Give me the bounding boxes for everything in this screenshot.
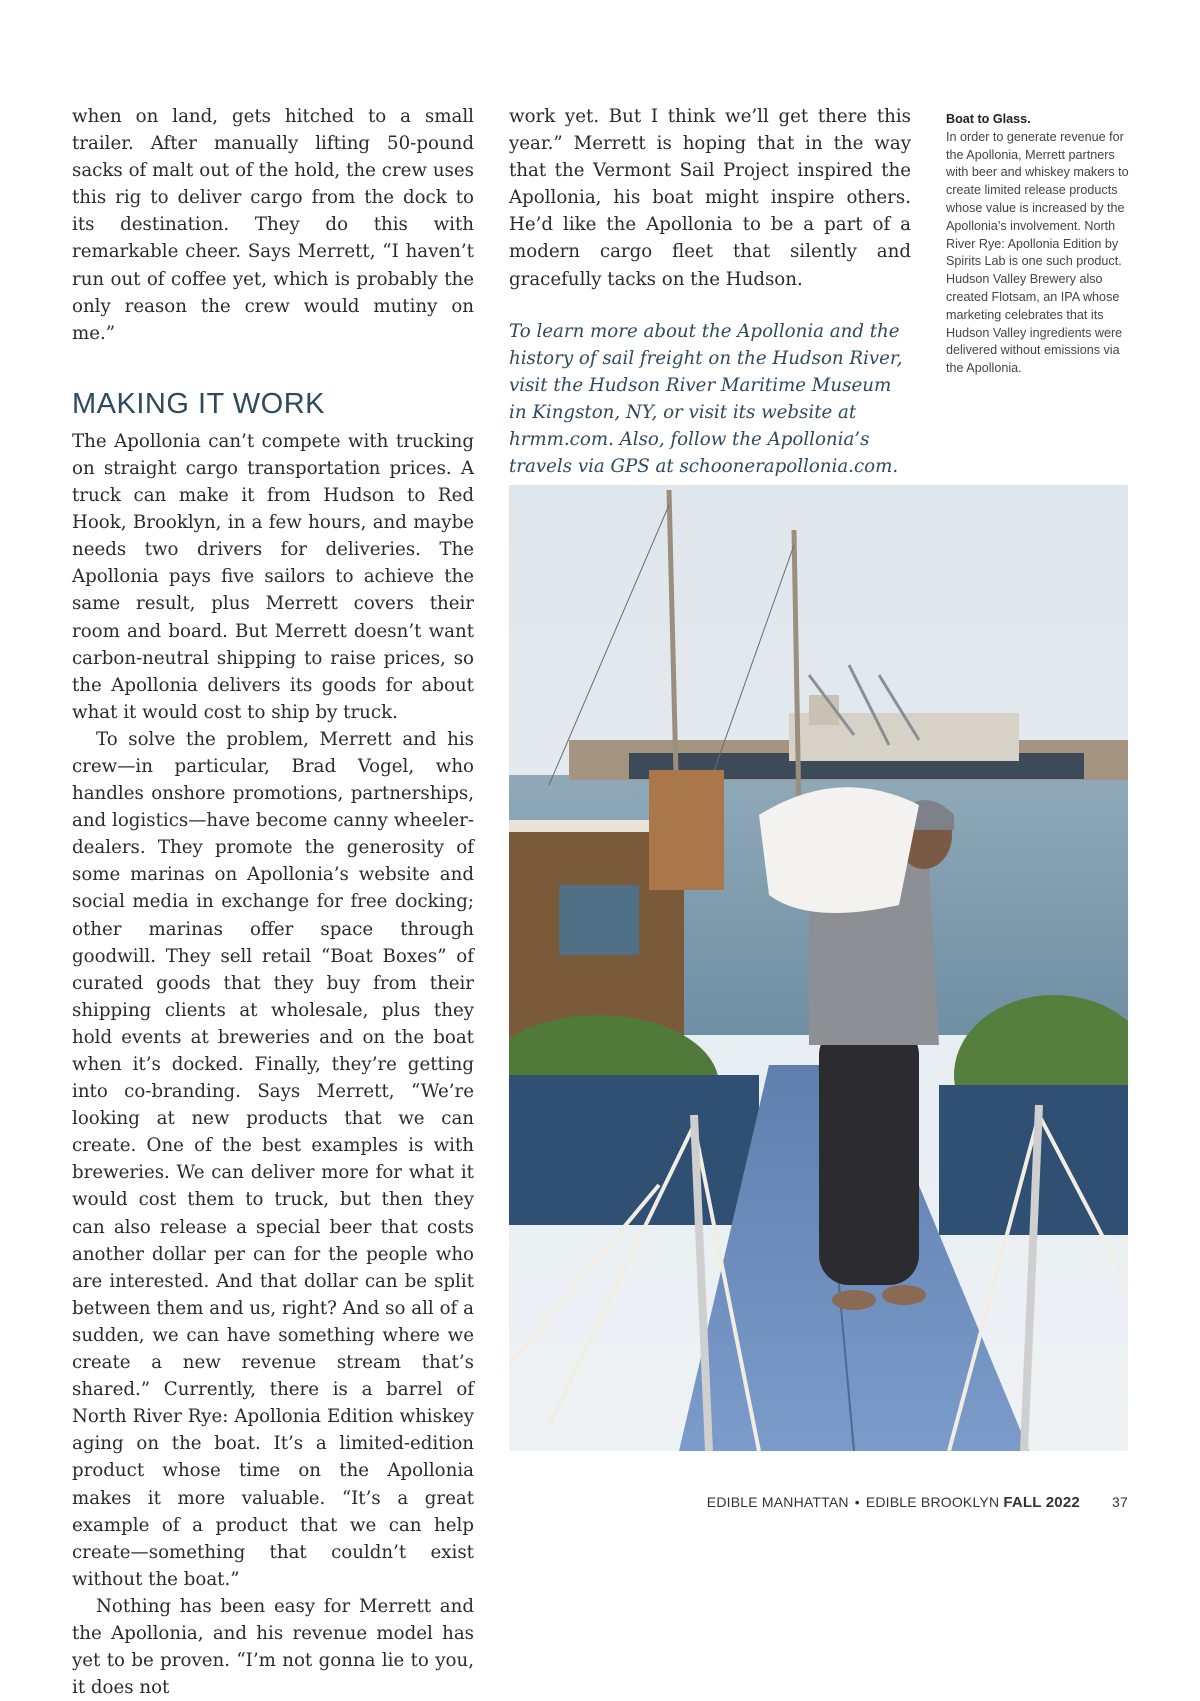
body-paragraph: work yet. But I think we’ll get there this year.” Merrett is hoping that in the way that the Vermont Sail Project inspired the Apollonia, his boat might inspire others. He’d like the Apollonia to be a part of a modern cargo fleet that silently and gracefully tacks on the Hudson.: [509, 106, 911, 290]
sidebar-caption: [946, 111, 1136, 378]
page-footer: [707, 1494, 1128, 1511]
issue-label: FALL 2022: [1003, 1494, 1080, 1511]
separator-dot: •: [854, 1494, 860, 1510]
sidebar-title: Boat to Glass.: [946, 112, 1031, 126]
publication-name: EDIBLE MANHATTAN: [706, 1494, 849, 1510]
body-paragraph: when on land, gets hitched to a small trailer. After manually lifting 50-pound sacks of malt out of the hold, the crew uses this rig to deliver cargo from the dock to its destination. They do this with remarkable cheer. Says Merrett, “I haven’t run out of coffee yet, which is probably the only reason the crew would mutiny on me.”: [72, 106, 474, 344]
body-paragraph: Nothing has been easy for Merrett and the Apollonia, and his revenue model has yet to be proven. “I’m not gonna lie to you, it does not: [72, 1595, 474, 1699]
section-heading: MAKING IT WORK: [72, 387, 325, 420]
middle-column: [509, 103, 911, 480]
sidebar-body: In order to generate revenue for the Apollonia, Merrett partners with beer and whiskey makers to create limited release products whose value is increased by the Apollonia’s involvement. North River Rye: Apollonia Edition by Spirits Lab is one such product. Hudson Valley Brewery also created Flotsam, an IPA whose marketing celebrates that its Hudson Valley ingredients were delivered without emissions via the Apollonia.: [946, 129, 1129, 376]
sailor-carrying-sack-photo: [509, 485, 1128, 1451]
left-column: [72, 103, 474, 1701]
body-paragraph: The Apollonia can’t compete with trucking on straight cargo transportation prices. A truck can make it from Hudson to Red Hook, Brooklyn, in a few hours, and maybe needs two drivers for deliveries. The Apollonia pays five sailors to achieve the same result, plus Merrett covers their room and board. But Merrett doesn’t want carbon-neutral shipping to raise prices, so the Apollonia delivers its goods for about what it would cost to ship by truck.: [72, 430, 474, 723]
publication-name: EDIBLE BROOKLYN: [865, 1494, 1000, 1510]
page-number: 37: [1112, 1494, 1128, 1510]
more-info-note: To learn more about the Apollonia and the history of sail freight on the Hudson River, visit the Hudson River Maritime Museum in Kingston, NY, or visit its website at hrmm.com. Also, follow the Apollonia’s travels via GPS at schoonerapollonia.com.: [509, 320, 903, 478]
body-paragraph: To solve the problem, Merrett and his crew—in particular, Brad Vogel, who handles onshore promotions, partnerships, and logistics—have become canny wheeler-dealers. They promote the generosity of some marinas on Apollonia’s website and social media in exchange for free docking; other marinas offer space through goodwill. They sell retail “Boat Boxes” of curated goods that they buy from their shipping clients at wholesale, plus they hold events at breweries and on the boat when it’s docked. Finally, they’re getting into co-branding. Says Merrett, “We’re looking at new products that we can create. One of the best examples is with breweries. We can deliver more for what it would cost them to truck, but then they can also release a special beer that costs another dollar per can for the people who are interested. And that dollar can be split between them and us, right? And so all of a sudden, we can have something where we create a new revenue stream that’s shared.” Currently, there is a barrel of North River Rye: Apollonia Edition whiskey aging on the boat. It’s a limited-edition product whose time on the Apollonia makes it more valuable. “It’s a great example of a product that we can help create—something that couldn’t exist without the boat.”: [72, 728, 474, 1590]
